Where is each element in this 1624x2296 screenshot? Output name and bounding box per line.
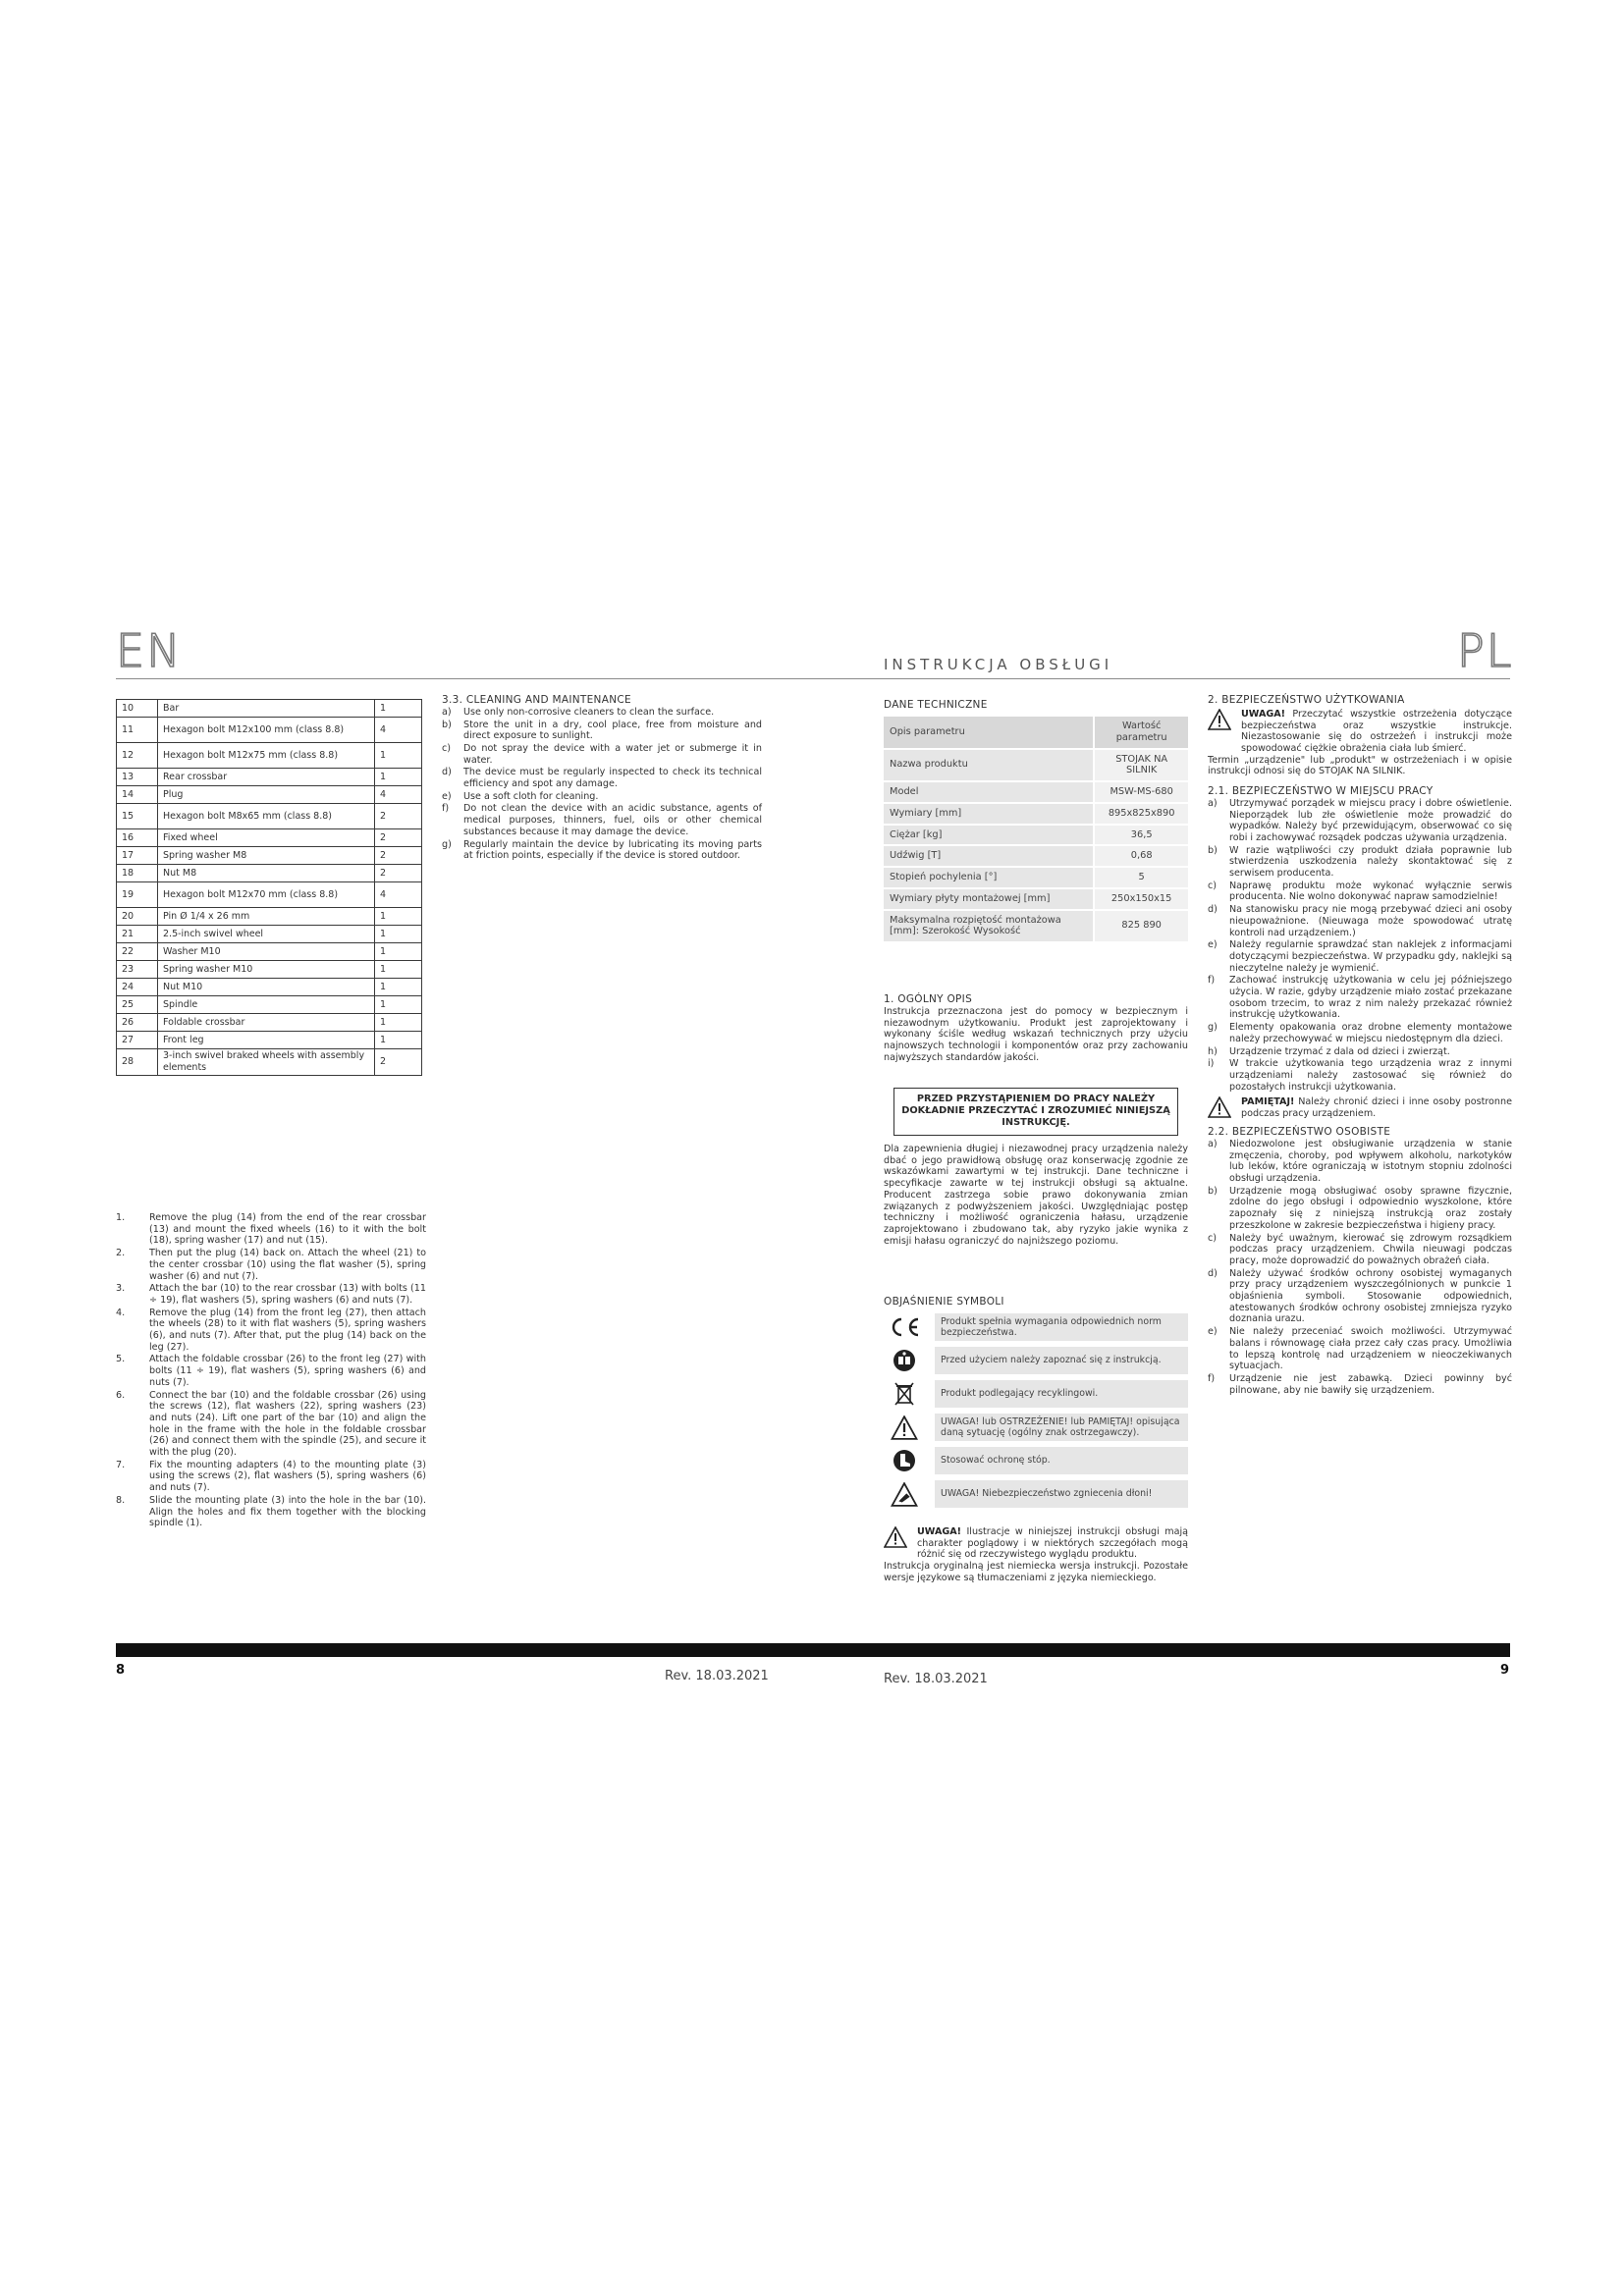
item-marker: f) [442,803,450,815]
part-number: 19 [117,882,158,908]
tech-param: Nazwa produktu [884,750,1093,781]
revision-right: Rev. 18.03.2021 [884,1672,988,1686]
tech-param: Udźwig [T] [884,846,1093,866]
parts-row [117,943,422,961]
assembly-step [116,1460,426,1494]
part-name: Hexagon bolt M8x65 mm (class 8.8) [158,804,375,829]
item-text: Attach the foldable crossbar (26) to the front leg (27) with bolts (11 ÷ 19), flat washers (5), spring washers (6) and nuts (7). [149,1354,426,1388]
tech-param: Wymiary płyty montażowej [mm] [884,889,1093,909]
part-number: 20 [117,908,158,926]
part-quantity: 1 [375,1032,422,1049]
part-number: 27 [117,1032,158,1049]
tech-row [884,826,1188,845]
tech-value: MSW-MS-680 [1093,782,1188,802]
item-marker: a) [442,706,452,718]
item-marker: e) [1208,939,1218,951]
part-quantity: 4 [375,718,422,743]
parts-row [117,1049,422,1076]
part-number: 25 [117,996,158,1014]
tech-param: Model [884,782,1093,802]
tech-param: Maksymalna rozpiętość montażowa [mm]: Szerokość Wysokość [884,911,1093,942]
part-number: 26 [117,1014,158,1032]
part-quantity: 1 [375,996,422,1014]
item-marker: a) [1208,797,1218,809]
warning-triangle-icon [884,1526,909,1561]
part-quantity: 2 [375,829,422,847]
item-marker: 3. [116,1283,126,1295]
part-quantity: 4 [375,786,422,804]
symbol-row [884,1480,1188,1508]
cleaning-item [442,839,762,862]
page-number-right: 9 [1500,1663,1510,1678]
workplace-rule [1208,845,1512,880]
tech-row [884,804,1188,824]
term-definition: Termin „urządzenie" lub „produkt" w ostrzeżeniach i w opisie instrukcji odnosi się do STOJAK NA SILNIK. [1208,754,1512,777]
item-marker: i) [1208,1058,1215,1070]
safety-section [1208,694,1512,1397]
workplace-rule [1208,904,1512,938]
part-quantity: 1 [375,908,422,926]
item-text: Urządzenie nie jest zabawką. Dzieci powinny być pilnowane, aby nie bawiły się urządzeniem. [1229,1372,1512,1396]
symbol-row [884,1313,1188,1341]
parts-row [117,743,422,769]
symbol-description: Stosować ochronę stóp. [935,1447,1188,1474]
item-text: W razie wątpliwości czy produkt działa poprawnie lub stwierdzenia uszkodzenia należy skontaktować się z serwisem producenta. [1229,844,1512,880]
part-name: Washer M10 [158,943,375,961]
parts-row [117,769,422,786]
part-quantity: 2 [375,865,422,882]
assembly-step [116,1283,426,1306]
workplace-rule [1208,1058,1512,1093]
tech-row [884,889,1188,909]
personal-rule [1208,1186,1512,1232]
parts-row [117,700,422,718]
part-name: 2.5-inch swivel wheel [158,926,375,943]
item-text: Use a soft cloth for cleaning. [463,790,599,802]
item-text: Do not clean the device with an acidic substance, agents of medical purposes, thinners, fuel, oils or other chemical substances because it may damage the device. [463,803,762,837]
parts-row [117,718,422,743]
part-quantity: 1 [375,743,422,769]
item-text: Naprawę produktu może wykonać wyłącznie serwis producenta. Nie wolno dokonywać napraw samodzielnie! [1229,880,1512,903]
symbols-heading: OBJAŚNIENIE SYMBOLI [884,1296,1004,1308]
tech-col-value-header: Wartość parametru [1093,717,1188,748]
workplace-rule [1208,975,1512,1021]
item-marker: d) [442,767,452,778]
tech-value: 5 [1093,868,1188,887]
item-text: Fix the mounting adapters (4) to the mounting plate (3) using the screws (2), flat washers (5), spring washers (6) and nuts (7). [149,1459,426,1494]
parts-row [117,1014,422,1032]
symbol-row [884,1447,1188,1474]
part-name: Fixed wheel [158,829,375,847]
symbol-description: UWAGA! lub OSTRZEŻENIE! lub PAMIĘTAJ! opisująca daną sytuację (ogólny znak ostrzegawczy). [935,1414,1188,1441]
item-marker: d) [1208,904,1218,916]
general-heading: 1. OGÓLNY OPIS [884,993,973,1005]
item-text: Zachować instrukcję użytkowania w celu jej późniejszego użycia. W razie, gdyby urządzenie miało zostać przekazane osobom trzecim, to wraz z nim należy przekazać również instrukcję użytkowania. [1229,975,1512,1021]
parts-row [117,908,422,926]
part-quantity: 4 [375,882,422,908]
parts-row [117,1032,422,1049]
tech-value: STOJAK NA SILNIK [1093,750,1188,781]
personal-rule [1208,1139,1512,1185]
item-marker: d) [1208,1267,1218,1279]
item-marker: g) [442,838,452,850]
item-text: Remove the plug (14) from the end of the rear crossbar (13) and mount the fixed wheels (16) to it with the bolt (18), spring washer (17) and nut (15). [149,1212,426,1247]
page-number-left: 8 [116,1663,126,1678]
part-name: Nut M10 [158,979,375,996]
safety-warning-text: Przeczytać wszystkie ostrzeżenia dotyczące bezpieczeństwa oraz wszystkie instrukcje. Niezastosowanie się do ostrzeżeń i instrukcji może spowodować ciężkie obrażenia ciała lub śmierć. [1241,708,1512,754]
tech-col-param-header: Opis parametru [884,717,1093,748]
tech-row [884,868,1188,887]
original-language-note: Instrukcja oryginalną jest niemiecka wersja instrukcji. Pozostałe wersje językowe są tłumaczeniami z języka niemieckiego. [884,1561,1188,1583]
language-badge-pl: PL [1457,624,1514,677]
revision-left: Rev. 18.03.2021 [665,1669,769,1683]
read-manual-icon [884,1347,925,1374]
part-name: Hexagon bolt M12x70 mm (class 8.8) [158,882,375,908]
part-name: Bar [158,700,375,718]
tech-row [884,911,1188,942]
part-name: Spring washer M10 [158,961,375,979]
cleaning-item [442,720,762,742]
part-quantity: 2 [375,847,422,865]
item-marker: 8. [116,1494,126,1506]
part-name: Nut M8 [158,865,375,882]
item-text: The device must be regularly inspected to check its technical efficiency and spot any damage. [463,767,762,790]
item-marker: h) [1208,1045,1218,1057]
personal-heading: 2.2. BEZPIECZEŃSTWO OSOBISTE [1208,1126,1391,1139]
item-marker: 7. [116,1459,126,1470]
symbol-row [884,1414,1188,1441]
parts-row [117,829,422,847]
item-marker: e) [442,790,452,802]
item-text: Urządzenie mogą obsługiwać osoby sprawne fizycznie, zdolne do jego obsługi i odpowiednio wyszkolone, które zapoznały się z niniejszą instrukcją oraz zostały przeszkolone w zakresie bezpieczeństwa i higieny pracy. [1229,1185,1512,1231]
item-text: Urządzenie trzymać z dala od dzieci i zwierząt. [1229,1045,1450,1057]
item-marker: c) [1208,1232,1218,1244]
symbol-row [884,1347,1188,1374]
part-number: 12 [117,743,158,769]
tech-row [884,782,1188,802]
part-quantity: 1 [375,979,422,996]
part-number: 13 [117,769,158,786]
part-quantity: 1 [375,700,422,718]
symbol-description: Przed użyciem należy zapoznać się z instrukcją. [935,1347,1188,1374]
item-marker: g) [1208,1022,1218,1034]
assembly-step [116,1212,426,1247]
item-text: Slide the mounting plate (3) into the hole in the bar (10). Align the holes and fix them together with the blocking spindle (1). [149,1494,426,1529]
part-quantity: 2 [375,1049,422,1076]
item-text: W trakcie użytkowania tego urządzenia wraz z innymi urządzeniami należy zastosować się również do pozostałych instrukcji użytkowania. [1229,1058,1512,1093]
warning-triangle-icon [1208,709,1233,755]
item-text: Then put the plug (14) back on. Attach the wheel (21) to the center crossbar (10) using the flat washer (5), spring washer (6) and nut (7). [149,1248,426,1282]
warning-triangle-icon [884,1414,925,1441]
symbol-row [884,1380,1188,1408]
parts-row [117,786,422,804]
part-name: Rear crossbar [158,769,375,786]
item-text: Należy używać środków ochrony osobistej wymaganych przy pracy urządzeniem wyszczególnionych w punkcie 1 objaśnienia symboli. Stosowanie odpowiednich, atestowanych środków ochrony osobistej zmniejsza ryzyko doznania urazu. [1229,1267,1512,1325]
item-marker: f) [1208,1372,1216,1384]
safety-heading: 2. BEZPIECZEŃSTWO UŻYTKOWANIA [1208,694,1405,706]
manual-title: INSTRUKCJA OBSŁUGI [884,656,1113,673]
part-number: 24 [117,979,158,996]
item-text: Regularly maintain the device by lubricating its moving parts at friction points, especially if the device is stored outdoor. [463,838,762,862]
workplace-rule [1208,881,1512,903]
general-text-2: Dla zapewnienia długiej i niezawodnej pracy urządzenia należy dbać o jego prawidłową obsługę oraz konserwację zgodnie ze wskazówkami zawartymi w tej instrukcji. Dane techniczne i specyfikacje zawarte w tej instrukcji obsługi są aktualne. Producent zastrzega sobie prawo dokonywania zmian związanych z podwyższeniem jakości. Uwzględniając postęp techniczny i możliwość ograniczenia hałasu, urządzenie zaprojektowano i zbudowano tak, aby ryzyko jakie wynika z emisji hałasu ograniczyć do najniższego poziomu. [884,1144,1188,1247]
parts-row [117,804,422,829]
personal-rule [1208,1268,1512,1326]
part-number: 10 [117,700,158,718]
personal-rule [1208,1233,1512,1267]
cleaning-item [442,767,762,789]
personal-rule [1208,1373,1512,1396]
item-marker: f) [1208,975,1216,987]
header-divider [116,678,1510,679]
parts-row [117,865,422,882]
tech-value: 0,68 [1093,846,1188,866]
assembly-step [116,1495,426,1529]
item-marker: b) [1208,844,1218,856]
part-name: Plug [158,786,375,804]
symbol-description: Produkt spełnia wymagania odpowiednich norm bezpieczeństwa. [935,1313,1188,1341]
general-text: Instrukcja przeznaczona jest do pomocy w bezpiecznym i niezawodnym użytkowaniu. Produkt jest zaprojektowany i wykonany ściśle według wskazań technicznych przy użyciu najnowszych technologii i komponentów oraz przy zachowaniu najwyższych standardów jakości. [884,1005,1188,1063]
part-name: Pin Ø 1/4 x 26 mm [158,908,375,926]
part-number: 14 [117,786,158,804]
parts-row [117,961,422,979]
item-text: Do not spray the device with a water jet or submerge it in water. [463,742,762,766]
item-text: Connect the bar (10) and the foldable crossbar (26) using the screws (12), flat washers (22), spring washers (23) and nuts (24). Lift one part of the bar (10) and align the hole in the frame with the hole in the foldable crossbar (26) and connect them with the spindle (25), and secure it with the plug (20). [149,1389,426,1459]
tech-param: Ciężar [kg] [884,826,1093,845]
footer-bar [116,1643,1510,1657]
parts-row [117,882,422,908]
item-text: Należy regularnie sprawdzać stan naklejek z informacjami dotyczącymi bezpieczeństwa. W przypadku gdy, naklejki są nieczytelne należy je wymienić. [1229,939,1512,974]
cleaning-item [442,707,762,719]
workplace-rule [1208,1022,1512,1044]
tech-data-table [884,715,1188,943]
parts-row [117,847,422,865]
item-marker: b) [442,719,452,730]
item-marker: 1. [116,1212,126,1223]
part-quantity: 1 [375,1014,422,1032]
part-number: 21 [117,926,158,943]
part-number: 15 [117,804,158,829]
read-instructions-notice: PRZED PRZYSTĄPIENIEM DO PRACY NALEŻY DOKŁADNIE PRZECZYTAĆ I ZROZUMIEĆ NINIEJSZĄ INSTRUKCJĘ. [893,1088,1178,1136]
part-quantity: 2 [375,804,422,829]
item-marker: b) [1208,1185,1218,1197]
assembly-step [116,1354,426,1388]
tech-param: Wymiary [mm] [884,804,1093,824]
part-quantity: 1 [375,926,422,943]
language-badge-en: EN [116,624,183,677]
item-text: Niedozwolone jest obsługiwanie urządzenia w stanie zmęczenia, choroby, pod wpływem alkoholu, narkotyków lub leków, które ograniczają w istotnym stopniu zdolności obsługi urządzenia. [1229,1138,1512,1184]
illustration-note [884,1526,1188,1584]
parts-row [117,926,422,943]
safety-boots-icon [884,1447,925,1474]
assembly-step [116,1390,426,1459]
parts-table [116,699,422,1076]
part-name: Foldable crossbar [158,1014,375,1032]
item-marker: e) [1208,1326,1218,1338]
parts-row [117,996,422,1014]
part-number: 16 [117,829,158,847]
symbol-description: UWAGA! Niebezpieczeństwo zgniecenia dłoni! [935,1480,1188,1508]
item-text: Attach the bar (10) to the rear crossbar (13) with bolts (11 ÷ 19), flat washers (5), spring washers (6) and nuts (7). [149,1283,426,1306]
tech-param: Stopień pochylenia [°] [884,868,1093,887]
item-marker: c) [442,742,452,754]
item-text: Store the unit in a dry, cool place, free from moisture and direct exposure to sunlight. [463,719,762,742]
tech-row [884,846,1188,866]
part-number: 22 [117,943,158,961]
assembly-step [116,1248,426,1282]
part-name: 3-inch swivel braked wheels with assembly elements [158,1049,375,1076]
remember-text: Należy chronić dzieci i inne osoby postronne podczas pracy urządzeniem. [1241,1096,1512,1120]
item-text: Utrzymywać porządek w miejscu pracy i dobre oświetlenie. Nieporządek lub złe oświetlenie może prowadzić do wypadków. Należy być przewidującym, obserwować co się robi i zachowywać rozsądek podczas używania urządzenia. [1229,797,1512,843]
item-text: Nie należy przeceniać swoich możliwości. Utrzymywać balans i równowagę ciała przez cały czas pracy. Umożliwia to lepszą kontrolę nad urządzeniem w nieoczekiwanych sytuacjach. [1229,1326,1512,1372]
recycling-bin-icon [884,1380,925,1408]
part-name: Front leg [158,1032,375,1049]
note-label: UWAGA! [917,1526,962,1537]
symbol-description: Produkt podlegający recyklingowi. [935,1380,1188,1408]
cleaning-item [442,803,762,837]
safety-warning-label: UWAGA! [1241,708,1286,720]
cleaning-section [442,694,762,863]
warning-triangle-icon [1208,1096,1233,1122]
ce-mark-icon [884,1313,925,1341]
tech-data-heading: DANE TECHNICZNE [884,699,988,711]
tech-value: 825 890 [1093,911,1188,942]
crush-hazard-icon [884,1480,925,1508]
tech-value: 250x150x15 [1093,889,1188,909]
personal-rule [1208,1326,1512,1372]
workplace-heading: 2.1. BEZPIECZEŃSTWO W MIEJSCU PRACY [1208,785,1434,798]
cleaning-item [442,791,762,803]
note-text: Ilustracje w niniejszej instrukcji obsługi mają charakter poglądowy i w niektórych szczegółach mogą różnić się od rzeczywistego wyglądu produktu. [917,1526,1188,1561]
item-text: Należy być uważnym, kierować się zdrowym rozsądkiem podczas pracy urządzeniem. Chwila nieuwagi podczas pracy, może doprowadzić do poważnych obrażeń ciała. [1229,1232,1512,1266]
workplace-rule [1208,939,1512,974]
cleaning-item [442,743,762,766]
item-text: Remove the plug (14) from the front leg (27), then attach the wheels (28) to it with flat washers (5), spring washers (6), and nuts (7). After that, put the plug (14) back on the leg (27). [149,1307,426,1353]
item-marker: a) [1208,1138,1218,1149]
workplace-rule [1208,1046,1512,1058]
cleaning-heading: 3.3. CLEANING AND MAINTENANCE [442,694,631,706]
remember-label: PAMIĘTAJ! [1241,1096,1295,1108]
assembly-step [116,1308,426,1354]
tech-value: 895x825x890 [1093,804,1188,824]
general-section [884,993,1188,1063]
item-text: Na stanowisku pracy nie mogą przebywać dzieci ani osoby nieupoważnione. (Nieuwaga może spowodować utratę kontroli nad urządzeniem.) [1229,904,1512,938]
part-name: Spindle [158,996,375,1014]
item-marker: 5. [116,1354,126,1365]
item-text: Elementy opakowania oraz drobne elementy montażowe należy przechowywać w miejscu niedostępnym dla dzieci. [1229,1022,1512,1044]
item-marker: 6. [116,1389,126,1401]
part-quantity: 1 [375,943,422,961]
part-name: Spring washer M8 [158,847,375,865]
item-marker: 4. [116,1307,126,1318]
part-number: 28 [117,1049,158,1076]
part-number: 17 [117,847,158,865]
part-name: Hexagon bolt M12x75 mm (class 8.8) [158,743,375,769]
item-text: Use only non-corrosive cleaners to clean the surface. [463,706,715,718]
part-name: Hexagon bolt M12x100 mm (class 8.8) [158,718,375,743]
part-number: 18 [117,865,158,882]
part-quantity: 1 [375,769,422,786]
assembly-steps [116,1212,426,1530]
workplace-rule [1208,798,1512,844]
item-marker: 2. [116,1248,126,1259]
tech-row [884,750,1188,781]
item-marker: c) [1208,880,1218,891]
parts-row [117,979,422,996]
tech-value: 36,5 [1093,826,1188,845]
part-quantity: 1 [375,961,422,979]
part-number: 11 [117,718,158,743]
part-number: 23 [117,961,158,979]
